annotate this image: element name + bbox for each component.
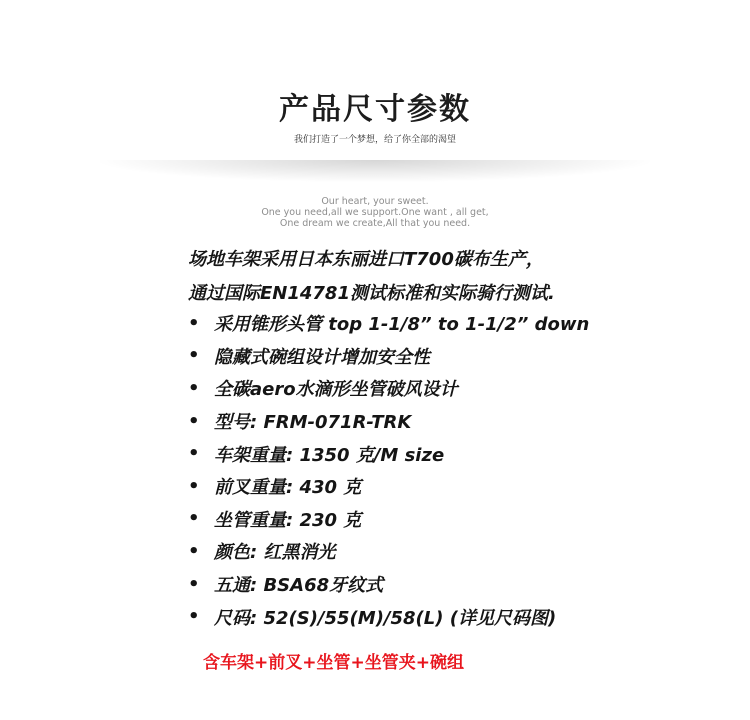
bullet-icon: •	[188, 410, 200, 432]
spec-text: 坐管重量: 230 克	[214, 509, 362, 531]
header-shadow-divider	[100, 160, 650, 182]
intro-text	[188, 243, 555, 311]
spec-item-fork-weight	[188, 470, 589, 503]
spec-item-seatpost-weight	[188, 503, 589, 536]
spec-text: 车架重量: 1350 克/M size	[214, 444, 445, 466]
bullet-icon: •	[188, 345, 200, 367]
bullet-icon: •	[188, 443, 200, 465]
slogan-block	[0, 196, 750, 229]
spec-text: 型号: FRM-071R-TRK	[214, 412, 412, 434]
page-subtitle: 我们打造了一个梦想，给了你全部的渴望	[293, 135, 456, 145]
spec-text: 尺码: 52(S)/55(M)/58(L) (详见尺码图)	[214, 607, 557, 629]
spec-item-headset	[188, 340, 589, 373]
bullet-icon: •	[188, 377, 200, 399]
spec-text: 全碳aero水滴形坐管破风设计	[214, 379, 458, 401]
slogan-line-2: One you need,all we support.One want , all get,	[261, 207, 489, 218]
bullet-icon: •	[188, 508, 200, 530]
spec-item-head-tube	[188, 307, 589, 340]
spec-item-size	[188, 600, 589, 633]
bullet-icon: •	[188, 573, 200, 595]
bullet-icon: •	[188, 475, 200, 497]
included-items-note: 含车架+前叉+坐管+坐管夹+碗组	[203, 653, 464, 673]
intro-line-2: 通过国际EN14781测试标准和实际骑行测试.	[188, 283, 555, 304]
intro-line-1: 场地车架采用日本东丽进口T700碳布生产，	[188, 249, 544, 270]
spec-item-seatpost-design	[188, 372, 589, 405]
spec-text: 采用锥形头管 top 1-1/8” to 1-1/2” down	[214, 314, 590, 336]
bullet-icon: •	[188, 606, 200, 628]
spec-item-frame-weight	[188, 437, 589, 470]
bullet-icon: •	[188, 312, 200, 334]
spec-item-model	[188, 405, 589, 438]
spec-text: 前叉重量: 430 克	[214, 477, 362, 499]
bullet-icon: •	[188, 540, 200, 562]
section-header	[0, 88, 750, 146]
slogan-line-1: Our heart, your sweet.	[321, 196, 429, 207]
spec-list	[188, 307, 589, 633]
spec-text: 隐藏式碗组设计增加安全性	[214, 346, 430, 368]
page-title: 产品尺寸参数	[279, 92, 471, 127]
spec-item-bottom-bracket	[188, 568, 589, 601]
spec-item-color	[188, 535, 589, 568]
spec-text: 五通: BSA68牙纹式	[214, 575, 384, 597]
slogan-line-3: One dream we create,All that you need.	[279, 218, 471, 229]
spec-text: 颜色: 红黑消光	[214, 542, 336, 564]
